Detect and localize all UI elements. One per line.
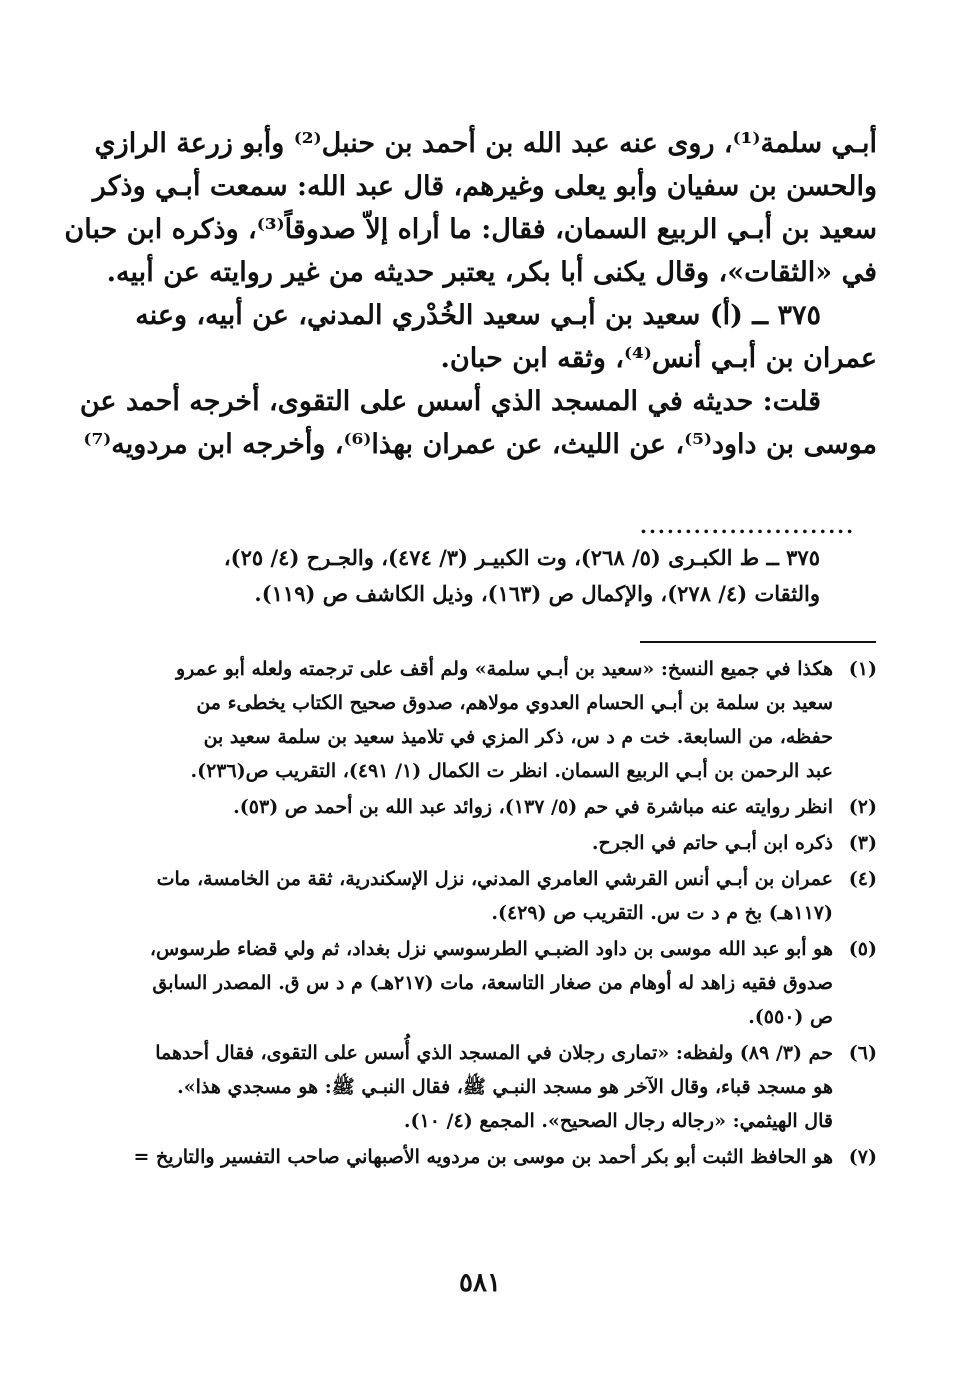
- entry-heading-375: ٣٧٥ ــ (أ) سعيد بن أبـي سعيد الخُدْري المدني، عن أبيه، وعنه: [135, 300, 821, 331]
- main-line: موسى بن داود⁽⁵⁾، عن الليث، عن عمران بهذا⁽⁶⁾، وأخرجه ابن مردويه⁽⁷⁾: [83, 429, 877, 460]
- entry-references: [140, 540, 820, 612]
- footnote-body: [125, 932, 833, 1034]
- footnote-line: ص (٥٥٠).: [748, 1006, 833, 1028]
- footnote-line: عمران بن أبـي أنس القرشي العامري المدني، نزل الإسكندرية، ثقة من الخامسة، مات: [156, 868, 833, 890]
- footnote-line: هو أبو عبد الله موسى بن داود الضبـي الطرسوسي نزل بغداد، ثم ولي قضاء طرسوس،: [149, 938, 833, 960]
- footnote-line: سعيد بن سلمة بن أبـي الحسام العدوي مولاهم، صدوق صحيح الكتاب يخطىء من: [196, 692, 833, 714]
- footnote-number: (٢): [848, 796, 877, 818]
- main-line: قلت: حديثه في المسجد الذي أسس على التقوى، أخرجه أحمد عن: [79, 386, 821, 417]
- footnote-3: [125, 826, 877, 860]
- footnote-7: [125, 1140, 877, 1174]
- footnote-line: هو مسجد قباء، وقال الآخر هو مسجد النبـي ﷺ، فقال النبـي ﷺ: هو مسجدي هذا».: [177, 1076, 833, 1098]
- continuation-dots: ........................: [640, 514, 856, 538]
- footnote-body: [125, 1036, 833, 1138]
- main-line: والحسن بن سفيان وأبو يعلى وغيرهم، قال عبد الله: سمعت أبـي وذكر: [92, 171, 877, 202]
- footnote-line: قال الهيثمي: «رجاله رجال الصحيح». المجمع (٤/ ١٠).: [403, 1110, 833, 1132]
- main-line: في «الثقات»، وقال يكنى أبا بكر، يعتبر حديثه من غير روايته عن أبيه.: [106, 257, 877, 288]
- footnote-2: [125, 790, 877, 824]
- main-text: [64, 122, 877, 466]
- footnote-5: [125, 932, 877, 1034]
- footnote-number: (٥): [848, 938, 877, 960]
- footnote-number: (٤): [848, 868, 877, 890]
- footnote-line: هو الحافظ الثبت أبو بكر أحمد بن موسى بن مردويه الأصبهاني صاحب التفسير والتاريخ =: [133, 1146, 833, 1168]
- footnote-body: [125, 862, 833, 930]
- footnote-line: حم (٣/ ٨٩) ولفظه: «تمارى رجلان في المسجد الذي أُسس على التقوى، فقال أحدهما: [155, 1042, 833, 1064]
- footnote-number: (٣): [848, 832, 877, 854]
- main-line: أبـي سلمة⁽¹⁾، روى عنه عبد الله بن أحمد بن حنبل⁽²⁾ وأبو زرعة الرازي: [94, 128, 877, 159]
- footnote-line: حفظه، من السابعة. خت م د س، ذكر المزي في تلاميذ سعيد بن سلمة سعيد بن: [203, 726, 833, 748]
- footnote-body: [125, 652, 833, 788]
- footnote-number: (١): [848, 658, 877, 680]
- footnote-body: [125, 826, 833, 860]
- footnote-line: انظر روايته عنه مباشرة في حم (٥/ ١٣٧)، زوائد عبد الله بن أحمد ص (٥٣).: [233, 796, 833, 818]
- footnote-body: [125, 1140, 833, 1174]
- footnote-divider: [640, 641, 876, 643]
- main-line: عمران بن أبـي أنس⁽⁴⁾، وثقه ابن حبان.: [440, 343, 877, 374]
- reference-line: والثقات (٤/ ٢٧٨)، والإكمال ص (١٦٣)، وذيل الكاشف ص (١١٩).: [254, 581, 820, 606]
- page-number: ٥٨١: [459, 1268, 501, 1298]
- footnote-4: [125, 862, 877, 930]
- footnote-line: صدوق فقيه زاهد له أوهام من صغار التاسعة، مات (٢١٧هـ) م د س ق. المصدر السابق: [152, 972, 833, 994]
- main-line: سعيد بن أبـي الربيع السمان، فقال: ما أراه إلاّ صدوقاً⁽³⁾، وذكره ابن حبان: [64, 214, 877, 245]
- footnote-number: (٦): [848, 1042, 877, 1064]
- footnote-6: [125, 1036, 877, 1138]
- footnote-1: [125, 652, 877, 788]
- footnote-line: عبد الرحمن بن أبـي الربيع السمان. انظر ت الكمال (١/ ٤٩١)، التقريب ص(٢٣٦).: [190, 760, 833, 782]
- reference-line: ٣٧٥ ــ ط الكبـرى (٥/ ٢٦٨)، وت الكبيـر (٣/ ٤٧٤)، والجـرح (٤/ ٢٥)،: [223, 545, 820, 570]
- footnote-body: [125, 790, 833, 824]
- footnote-number: (٧): [848, 1146, 877, 1168]
- footnote-line: هكذا في جميع النسخ: «سعيد بن أبـي سلمة» ولم أقف على ترجمته ولعله أبو عمرو: [175, 658, 833, 680]
- footnote-line: (١١٧هـ) بخ م د ت س. التقريب ص (٤٢٩).: [491, 902, 833, 924]
- footnote-line: ذكره ابن أبـي حاتم في الجرح.: [591, 832, 833, 854]
- footnotes: [125, 652, 877, 1176]
